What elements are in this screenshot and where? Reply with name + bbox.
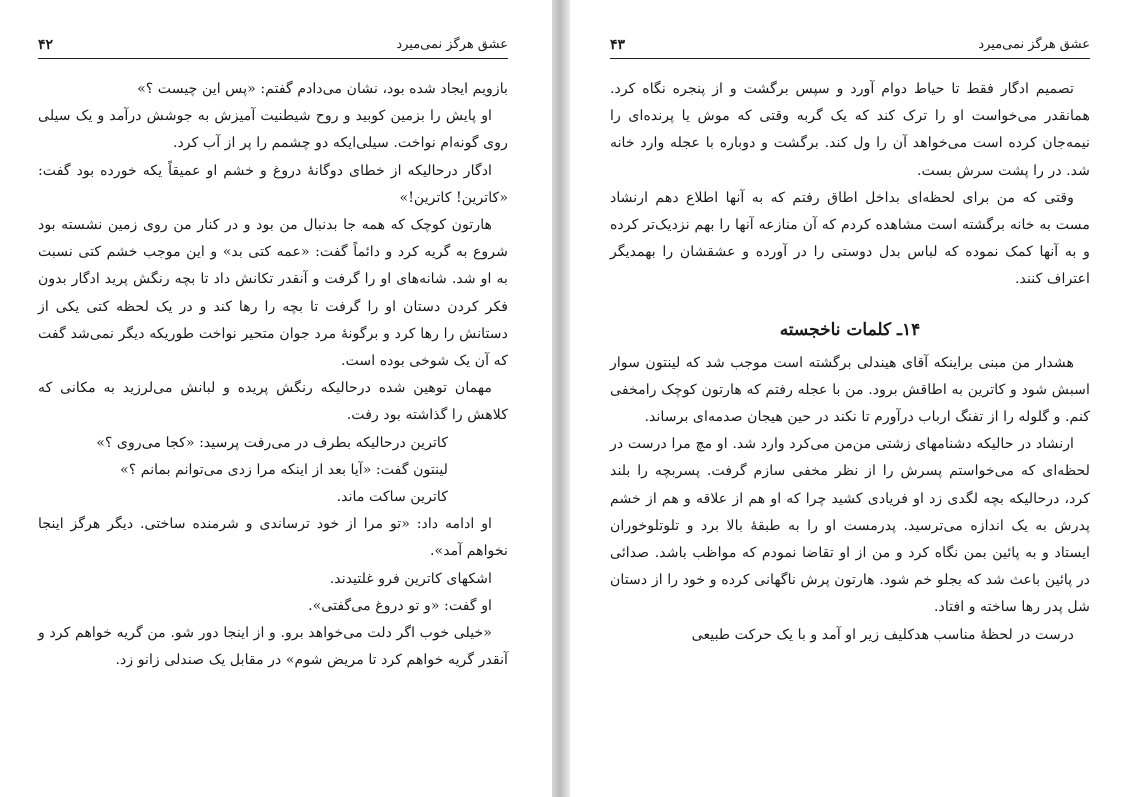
left-body-text: [38, 76, 508, 674]
left-page-header: [38, 34, 508, 56]
left-paragraph: لینتون گفت: «آیا بعد از اینکه مرا زدی می‌توانم بمانم ؟»: [120, 461, 448, 478]
left-page-number: ۴۲: [38, 37, 54, 53]
left-paragraph: «خیلی خوب اگر دلت می‌خواهد برو. و از اینجا دور شو. من گریه خواهم کرد و آنقدر گریه خواهم کرد تا مریض شوم» در مقابل یک صندلی زانو زد.: [38, 625, 508, 669]
right-header-rule: [610, 58, 1090, 59]
left-paragraph: کاترین ساکت ماند.: [336, 489, 448, 506]
left-page: [0, 0, 552, 797]
left-paragraph: مهمان توهین شده درحالیکه رنگش پریده و لبانش می‌لرزید به مکانی که کلاهش را گذاشته بود رفت.: [38, 380, 508, 424]
right-running-title: عشق هرگز نمی‌میرد: [978, 37, 1090, 52]
left-paragraph: کاترین درحالیکه بطرف در می‌رفت پرسید: «کجا می‌روی ؟»: [96, 434, 448, 451]
left-paragraph: او ادامه داد: «تو مرا از خود ترساندی و شرمنده ساختی. دیگر هرگز اینجا نخواهم آمد».: [38, 516, 508, 560]
right-paragraph: تصمیم ادگار فقط تا حیاط دوام آورد و سپس برگشت و از پنجره نگاه کرد. همانقدر می‌خواست او را ترک کند که یک گربه وقتی که موش یا پرنده‌ای را نیمه‌جان کرده است می‌خواهد آن را ول کند. برگشت و دوباره با عجله وارد خانه شد. در را پشت سرش بست.: [610, 81, 1090, 179]
left-paragraph: بازویم ایجاد شده بود، نشان می‌دادم گفتم: «پس این چیست ؟»: [137, 81, 508, 97]
book-gutter: [552, 0, 570, 797]
left-header-rule: [38, 58, 508, 59]
right-paragraph: ارنشاد در حالیکه دشنامهای زشتی من‌من می‌کرد وارد شد. او مچ مرا درست در لحظه‌ای که می‌خواستم پسرش را از نظر مخفی سازم گرفت. پسربچه را بلند کرد، درحالیکه بچه لگدی زد او فریادی کشید چرا که او هم از علاقه و هم از خشم پدرش به یک اندازه می‌ترسید. پدرمست او را به طبقهٔ بالا برد و تلوتلوخوران ایستاد و به پائین بمن نگاه کرد و من از او تقاضا نمودم که مواظب باشد. صدائی در پائین باعث شد که بجلو خم شود. هارتون پرش ناگهانی کرده و خود را از دستان شل پدر رها ساخته و افتاد.: [610, 436, 1090, 616]
left-paragraph: اشکهای کاترین فرو غلتیدند.: [329, 570, 492, 587]
left-paragraph: او پایش را بزمین کوبید و روح شیطنیت آمیزش به جوشش درآمد و یک سیلی روی گونه‌ام نواخت. سیلی‌ایکه دو چشمم را پر از آب کرد.: [38, 108, 508, 152]
chapter-heading: ۱۴ـ کلمات ناخجسته: [779, 319, 921, 340]
left-paragraph: هارتون کوچک که همه جا بدنبال من بود و در کنار من روی زمین نشسته بود شروع به گریه کرد و دائماً گفت: «عمه کتی بد» و این موجب خشم کتی نسبت به او شد. شانه‌های او را گرفت و آنقدر تکانش داد تا بچه رنگش پرید ادگار بدون فکر کردن دستان او را گرفت تا بچه را رها کند و در یک لحظه کتی یکی از دستانش را رها کرد و برگونهٔ مرد جوان متحیر نواخت طوریکه دیگر نمی‌شد گفت که آن یک شوخی بوده است.: [38, 217, 508, 370]
left-paragraph: او گفت: «و تو دروغ می‌گفتی».: [308, 597, 492, 614]
right-page-number: ۴۳: [610, 37, 626, 53]
right-page-header: [610, 34, 1090, 56]
right-paragraph: هشدار من مبنی براینکه آقای هیندلی برگشته است موجب شد که لینتون سوار اسبش شود و کاترین به اطاقش برود. من با عجله رفتم که هارتون کوچک رامخفی کنم. و گلوله را از تفنگ ارباب درآورم تا نکند در حین هیجان صدمه‌ای برساند.: [610, 354, 1090, 426]
left-paragraph: ادگار درحالیکه از خطای دوگانهٔ دروغ و خشم او عمیقاً یکه خورده بود گفت: «کاترین! کاترین!»: [38, 162, 508, 206]
right-page: [570, 0, 1124, 797]
left-running-title: عشق هرگز نمی‌میرد: [396, 37, 508, 52]
right-body-text: [610, 76, 1090, 649]
right-paragraph: درست در لحظهٔ مناسب هدکلیف زیر او آمد و با یک حرکت طبیعی: [691, 626, 1074, 643]
right-paragraph: وقتی که من برای لحظه‌ای بداخل اطاق رفتم که به آنها اطلاع دهم ارنشاد مست به خانه برگشته است مشاهده کردم که آن منازعه آنها را بهم نزدیک‌تر کرده و به آنها کمک نموده که لباس بدل دوستی را در آورده و عشقشان را بهمدیگر اعتراف کنند.: [610, 189, 1090, 288]
